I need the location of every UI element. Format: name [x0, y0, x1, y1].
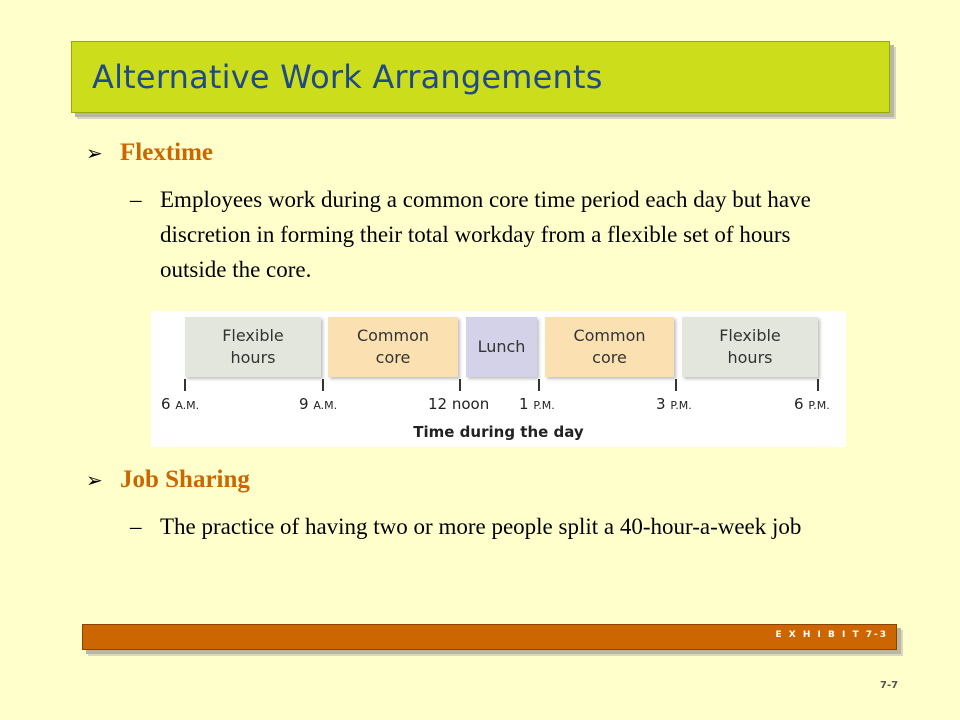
- arrow-bullet-icon: ➢: [86, 141, 103, 165]
- tick-label-6am: 6 A.M.: [161, 395, 200, 413]
- segment-label-line1: Common: [573, 326, 646, 345]
- timeline-segment: [466, 317, 537, 377]
- tick-mark: [322, 379, 324, 391]
- flextime-description: Employees work during a common core time period each day but have discretion in forming their total workday from a flexible set of hours outside the core.: [160, 187, 811, 282]
- segment-label-line1: Flexible: [222, 326, 284, 345]
- bullet-heading-flextime: Flextime: [120, 139, 214, 166]
- segment-label-line2: core: [375, 348, 411, 367]
- tick-label-6pm: 6 P.M.: [794, 395, 830, 413]
- exhibit-label: E X H I B I T 7-3: [775, 630, 888, 640]
- timeline-segment: [185, 317, 321, 377]
- slide-title: Alternative Work Arrangements: [92, 58, 603, 96]
- tick-mark: [817, 379, 819, 391]
- segment-label-line1: Common: [356, 326, 430, 345]
- segment-label-line2: core: [592, 348, 627, 367]
- tick-label-1pm: 1 P.M.: [519, 395, 555, 413]
- bullet-flextime: [86, 139, 213, 167]
- tick-mark: [459, 379, 461, 391]
- timeline-segment: [545, 317, 674, 377]
- tick-mark: [675, 379, 677, 391]
- dash-marker: –: [130, 187, 142, 212]
- timeline-axis-title: Time during the day: [413, 423, 584, 441]
- title-bar: [71, 41, 890, 113]
- tick-label-12noon: 12 noon: [428, 395, 490, 413]
- tick-mark: [538, 379, 540, 391]
- bullet-job-sharing: [86, 466, 250, 494]
- segment-label-line1: Lunch: [477, 337, 526, 356]
- tick-label-9am: 9 A.M.: [299, 395, 338, 413]
- sub-bullet-flextime: [130, 182, 850, 287]
- timeline-segment: [682, 317, 818, 377]
- bullet-heading-job-sharing: Job Sharing: [120, 466, 250, 493]
- exhibit-bar: [82, 624, 897, 650]
- segment-label-line2: hours: [230, 348, 276, 367]
- dash-marker: –: [130, 514, 142, 539]
- segment-label-line2: hours: [727, 348, 773, 367]
- tick-mark: [184, 379, 186, 391]
- flextime-timeline-diagram: [151, 311, 846, 447]
- timeline-segment: [328, 317, 458, 377]
- job-sharing-description: The practice of having two or more people split a 40-hour-a-week job: [160, 514, 802, 539]
- sub-bullet-job-sharing: [130, 509, 875, 544]
- page-number: 7-7: [880, 680, 899, 691]
- arrow-bullet-icon: ➢: [86, 468, 103, 492]
- tick-label-3pm: 3 P.M.: [656, 395, 692, 413]
- segment-label-line1: Flexible: [719, 326, 781, 345]
